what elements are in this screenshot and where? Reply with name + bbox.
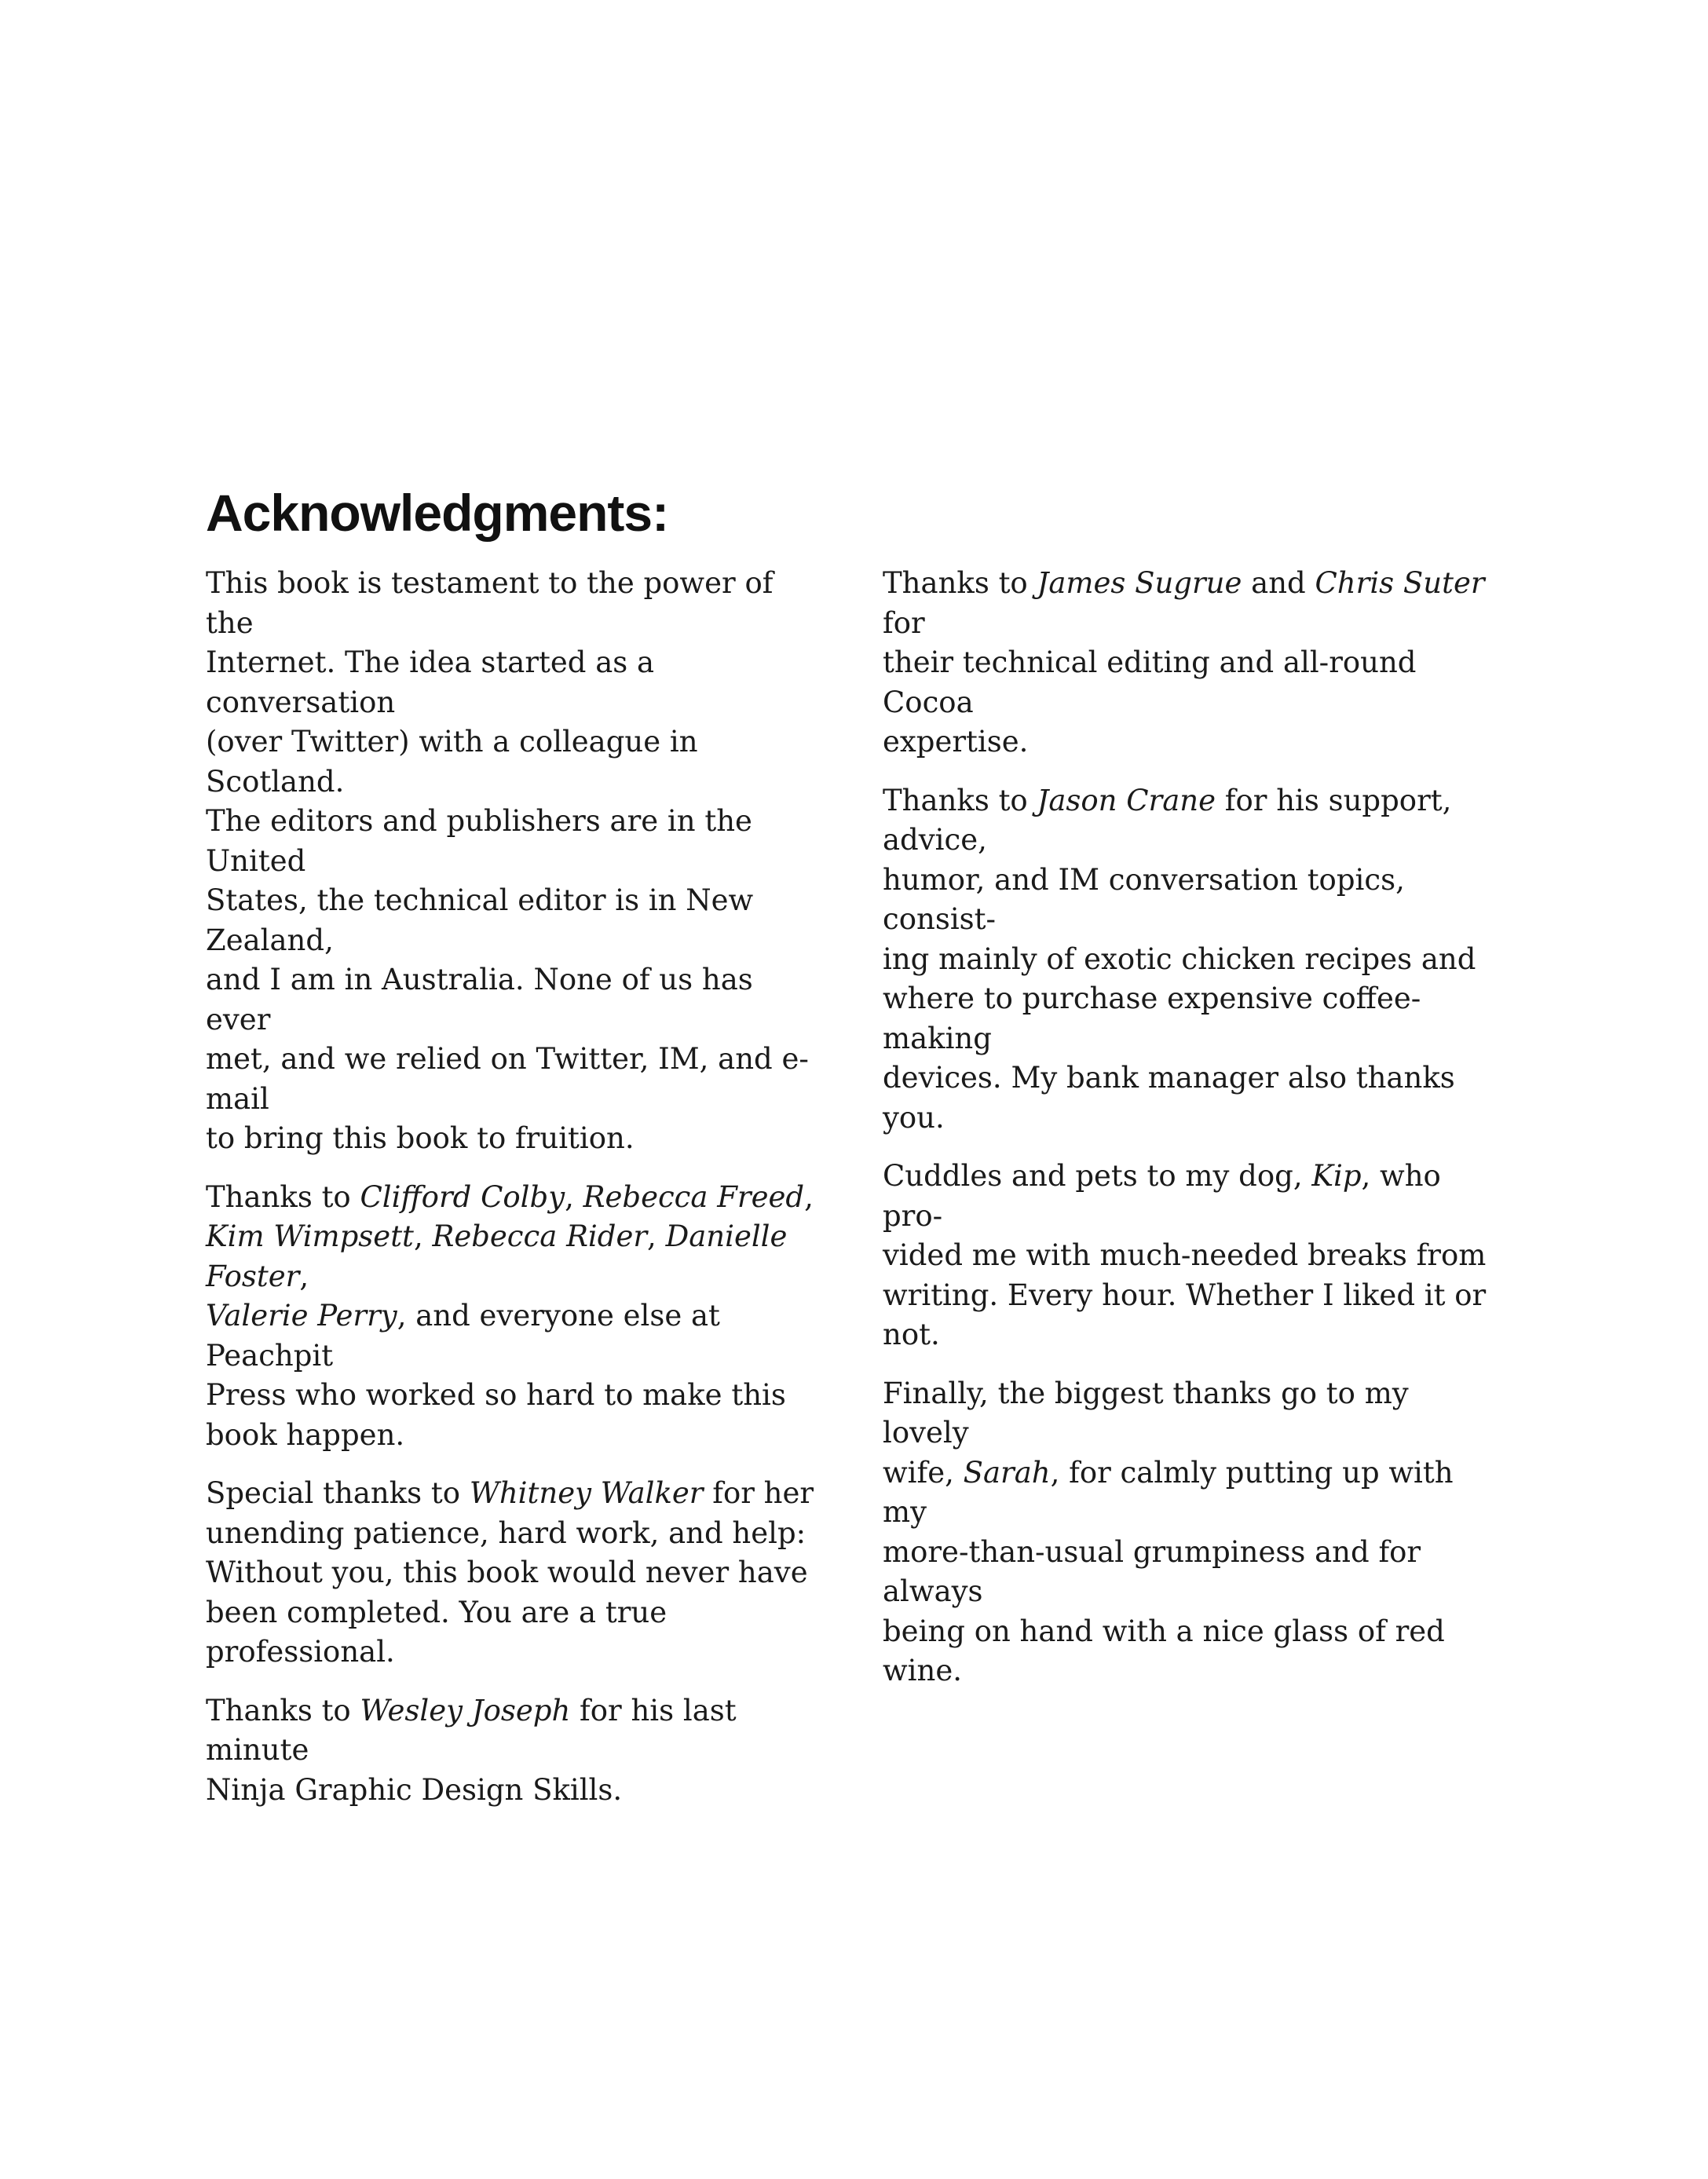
paragraph-wife-sarah: Finally, the biggest thanks go to my lovely wife, Sarah, for calmly putting up with my more-than-usual grumpiness and for always being on hand with a nice glass of red wine. xyxy=(883,1376,1454,1687)
paragraph-whitney-walker: Special thanks to Whitney Walker for her unending patience, hard work, and help: Without you, this book would never have been completed. You are a true professional. xyxy=(206,1476,814,1669)
left-column xyxy=(206,564,818,1829)
name-valerie-perry: Valerie Perry xyxy=(206,1299,397,1333)
paragraph-internet: This book is testament to the power of the Internet. The idea started as a conversation (over Twitter) with a colleague in Scotland. The editors and publishers are in the United States, the technical editor is in New Zealand, and I am in Australia. None of us has ever met, and we relied on Twitter, IM, and e-mail to bring this book to fruition. xyxy=(206,566,809,1155)
paragraph-dog-kip: Cuddles and pets to my dog, Kip, who pro- vided me with much-needed breaks from writing. Every hour. Whether I liked it or not. xyxy=(883,1159,1487,1351)
name-wesley-joseph: Wesley Joseph xyxy=(360,1693,571,1727)
name-chris-suter: Chris Suter xyxy=(1315,566,1485,600)
paragraph-peachpit-thanks: Thanks to Clifford Colby, Rebecca Freed, Kim Wimpsett, Rebecca Rider, Danielle Foster, Valerie Perry, and everyone else at Peachpit Press who worked so hard to make this book happen. xyxy=(206,1179,814,1452)
name-jason-crane: Jason Crane xyxy=(1037,783,1216,817)
right-column xyxy=(883,564,1495,1710)
name-kim-wimpsett: Kim Wimpsett xyxy=(206,1219,414,1253)
name-sarah: Sarah xyxy=(963,1455,1051,1490)
name-whitney-walker: Whitney Walker xyxy=(469,1476,704,1510)
name-clifford-colby: Clifford Colby xyxy=(360,1179,565,1214)
name-james-sugrue: James Sugrue xyxy=(1037,566,1242,600)
paragraph-wesley-joseph: Thanks to Wesley Joseph for his last minute Ninja Graphic Design Skills. xyxy=(206,1693,737,1807)
paragraph-jason-crane: Thanks to Jason Crane for his support, advice, humor, and IM conversation topics, consist- ing mainly of exotic chicken recipes and where to purchase expensive coffee-making devices. My bank manager also thanks you. xyxy=(883,783,1476,1135)
name-kip: Kip xyxy=(1311,1159,1362,1193)
name-rebecca-rider: Rebecca Rider xyxy=(432,1219,648,1253)
page-title: Acknowledgments: xyxy=(206,484,669,542)
paragraph-technical-editors: Thanks to James Sugrue and Chris Suter for their technical editing and all-round Cocoa expertise. xyxy=(883,566,1485,759)
name-rebecca-freed: Rebecca Freed xyxy=(583,1179,805,1214)
name-danielle-foster: Danielle Foster xyxy=(206,1219,788,1293)
